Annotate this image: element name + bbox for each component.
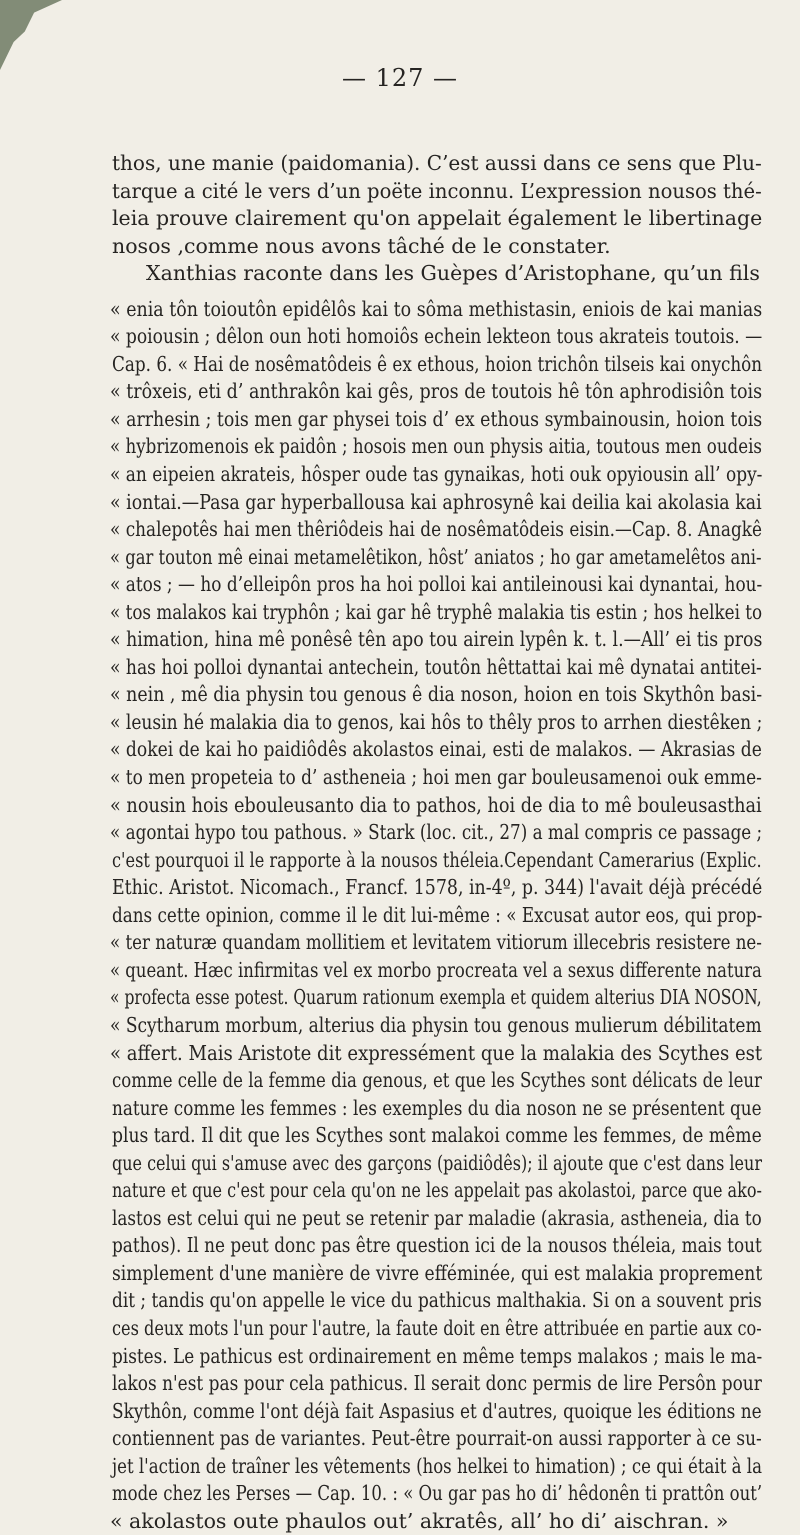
page-body [112,150,762,1535]
text-line: tarque a cité le vers d’un poëte inconnu. L’expression nousos thé- [112,178,762,203]
quote-line: « poiousin ; dêlon oun hoti homoiôs echein lekteon tous akrateis toutois. — [110,324,763,349]
text-line: thos, une manie (paidomania). C’est aussi dans ce sens que Plu- [112,151,762,175]
text-line: leia prouve clairement qu'on appelait également le libertinage [112,206,763,231]
quote-line: « gar touton mê einai metamelêtikon, hôst’ aniatos ; ho gar ametamelêtos ani- [110,544,762,569]
quote-line: « nousin hois ebouleusanto dia to pathos, hoi de dia to mê bouleusasthai [110,792,762,817]
text-line: pathos). Il ne peut donc pas être question ici de la nousos théleia, mais tout [112,1233,762,1258]
text-line: Skythôn, comme l'ont déjà fait Aspasius et d'autres, quoique les éditions ne [112,1398,762,1423]
quote-line: « agontai hypo tou pathous. » Stark (loc. cit., 27) a mal compris ce passage ; [110,820,763,845]
quote-line: « queant. Hæc infirmitas vel ex morbo procreata vel a sexus differente natura [110,957,762,982]
quote-line: « arrhesin ; tois men gar physei tois d’ ex ethous symbainousin, hoion tois [110,406,763,431]
torn-page-corner [0,0,62,70]
quote-line: « enia tôn toioutôn epidêlôs kai to sôma methistasin, eniois de kai manias [110,296,763,321]
text-line: nature comme les femmes : les exemples du dia noson ne se présentent que [112,1095,762,1120]
quote-line: « dokei de kai ho paidiôdês akolastos einai, esti de malakos. — Akrasias de [110,737,762,762]
text-line: mode chez les Perses — Cap. 10. : « Ou gar pas ho di’ hêdonên ti prattôn out’ [112,1481,763,1506]
text-line: que celui qui s'amuse avec des garçons (paidiôdês); il ajoute que c'est dans leur [112,1150,762,1175]
quote-line: « Scytharum morbum, alterius dia physin tou genous mulierum débilitatem [110,1012,762,1037]
text-line: dans cette opinion, comme il le dit lui-même : « Excusat autor eos, qui prop- [112,902,763,927]
text-line: ces deux mots l'un pour l'autre, la faute doit en être attribuée en partie aux co- [112,1315,762,1340]
text-line: nature et que c'est pour cela qu'on ne les appelait pas akolastoi, parce que ako- [112,1178,762,1203]
quote-line: « nein , mê dia physin tou genous ê dia noson, hoion en tois Skythôn basi- [110,682,763,707]
text-line: contiennent pas de variantes. Peut-être pourrait-on aussi rapporter à ce su- [112,1426,762,1451]
quote-line: « ter naturæ quandam mollitiem et levitatem vitiorum illecebris resistere ne- [110,930,762,955]
quote-line: « profecta esse potest. Quarum rationum exempla et quidem alterius DIA NOSON, [110,985,762,1010]
quote-line: « affert. Mais Aristote dit expressément que la malakia des Scythes est [110,1040,763,1065]
quote-line: « an eipeien akrateis, hôsper oude tas gynaikas, hoti ouk opyiousin all’ opy- [110,462,763,487]
text-line: plus tard. Il dit que les Scythes sont malakoi comme les femmes, de même [112,1123,762,1148]
text-line: Xanthias raconte dans les Guèpes d’Aristophane, qu’un fils [146,261,760,286]
text-line: c'est pourquoi il le rapporte à la nousos théleia.Cependant Camerarius (Explic. [112,847,762,872]
text-line: Ethic. Aristot. Nicomach., Francf. 1578, in-4º, p. 344) l'avait déjà précédé [112,875,763,900]
quote-line: « tos malakos kai tryphôn ; kai gar hê tryphê malakia tis estin ; hos helkei to [110,599,763,624]
text-line: dit ; tandis qu'on appelle le vice du pathicus malthakia. Si on a souvent pris [112,1288,762,1313]
quote-line: « chalepotês hai men thêriôdeis hai de nosêmatôdeis eisin.—Cap. 8. Anagkê [110,517,762,542]
quote-line: « atos ; — ho d’elleipôn pros ha hoi polloi kai antileinousi kai dynantai, hou- [110,572,763,597]
text-line: nosos ,comme nous avons tâché de le constater. [112,233,611,258]
text-line: lastos est celui qui ne peut se retenir par maladie (akrasia, astheneia, dia to [112,1205,762,1230]
quote-line: « trôxeis, eti d’ anthrakôn kai gês, pros de toutois hê tôn aphrodisiôn tois [110,379,763,404]
text-line: comme celle de la femme dia genous, et que les Scythes sont délicats de leur [112,1068,762,1093]
text-line: lakos n'est pas pour cela pathicus. Il serait donc permis de lire Persôn pour [112,1371,762,1396]
quote-line: « himation, hina mê ponêsê tên apo tou airein lypên k. t. l.—All’ ei tis pros [110,627,763,652]
quote-line: « iontai.—Pasa gar hyperballousa kai aphrosynê kai deilia kai akolasia kai [110,489,762,514]
quote-line: « has hoi polloi dynantai antechein, toutôn hêttattai kai mê dynatai antitei- [110,654,762,679]
text-line: pistes. Le pathicus est ordinairement en même temps malakos ; mais le ma- [112,1343,763,1368]
quote-line: « akolastos oute phaulos out’ akratês, all’ ho di’ aischran. » [110,1508,729,1533]
quote-line: « leusin hé malakia dia to genos, kai hôs to thêly pros to arrhen diestêken ; [110,709,763,734]
text-line: jet l'action de traîner les vêtements (hos helkei to himation) ; ce qui était à la [112,1453,762,1478]
text-line: Cap. 6. « Hai de nosêmatôdeis ê ex ethous, hoion trichôn tilseis kai onychôn [112,351,763,376]
text-line: simplement d'une manière de vivre efféminée, qui est malakia proprement [112,1260,763,1285]
page-number: — 127 — [341,64,459,92]
quote-line: « to men propeteia to d’ astheneia ; hoi men gar bouleusamenoi ouk emme- [110,765,762,790]
quote-line: « hybrizomenois ek paidôn ; hosois men oun physis aitia, toutous men oudeis [110,434,762,459]
